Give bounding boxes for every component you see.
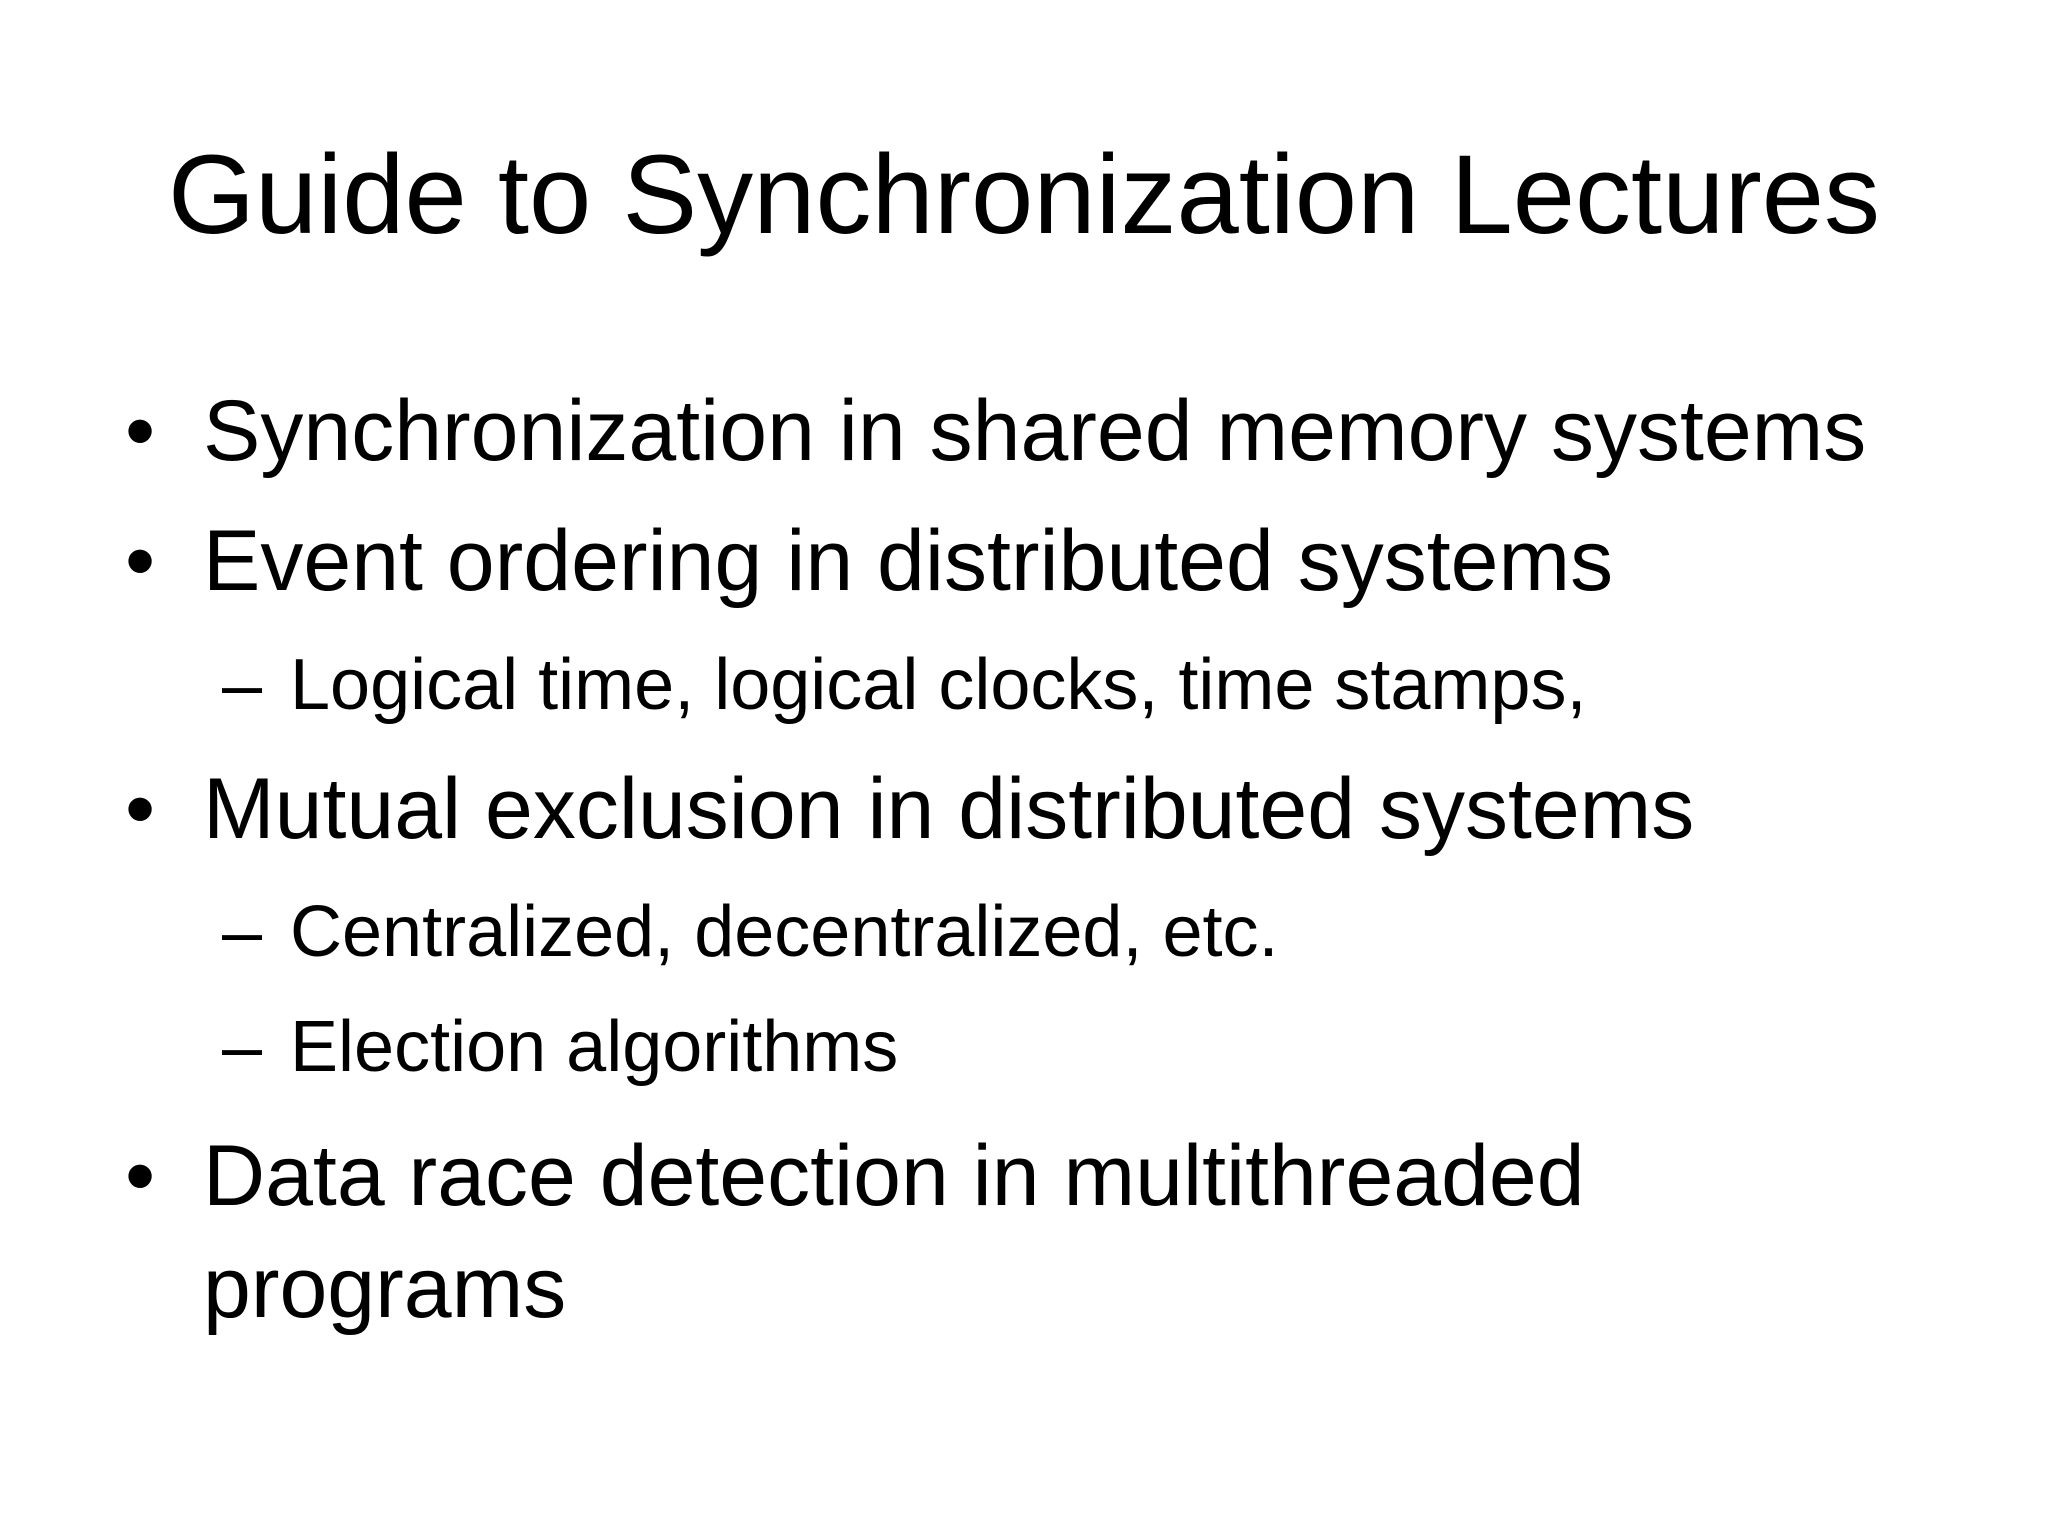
bullet-text: Data race detection in multithreaded programs (203, 1128, 1585, 1336)
sub-bullet-marker: – (222, 645, 263, 725)
sub-bullet-text: Logical time, logical clocks, time stamps, (290, 645, 1587, 725)
sub-bullet-text: Centralized, decentralized, etc. (290, 892, 1279, 972)
sub-bullet-text: Election algorithms (290, 1007, 899, 1087)
bullet-marker: • (125, 513, 156, 609)
bullet-text: Synchronization in shared memory systems (203, 383, 1867, 479)
bullet-text: Mutual exclusion in distributed systems (203, 761, 1695, 857)
sub-bullet-marker: – (222, 892, 263, 972)
bullet-marker: • (125, 383, 156, 479)
slide-title: Guide to Synchronization Lectures (167, 132, 1881, 257)
sub-bullet-marker: – (222, 1007, 263, 1087)
bullet-marker: • (125, 761, 156, 857)
bullet-marker: • (125, 1128, 156, 1224)
bullet-text: Event ordering in distributed systems (203, 513, 1614, 609)
